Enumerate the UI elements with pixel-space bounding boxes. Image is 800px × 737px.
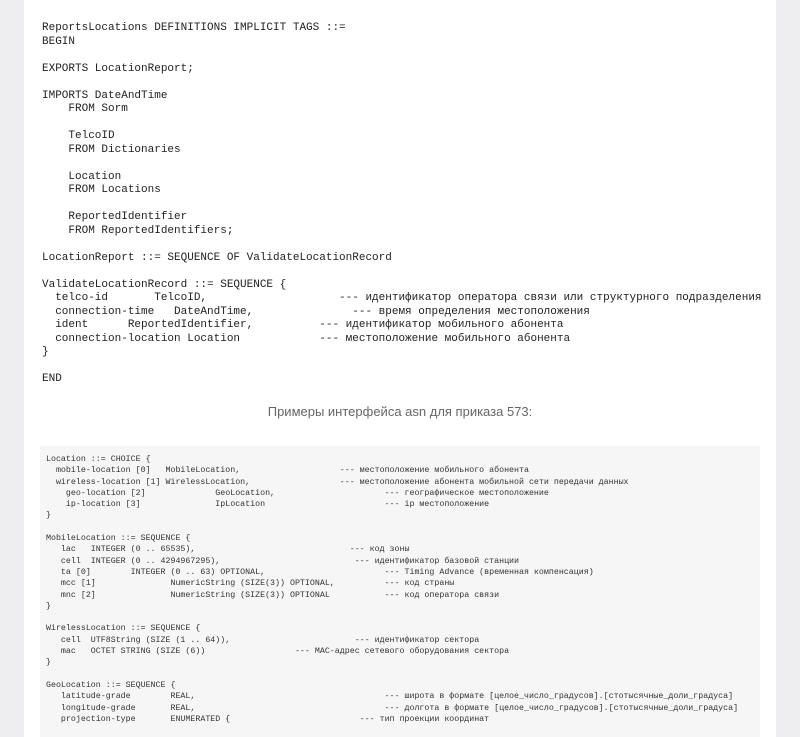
code-line: mobile-location [0] MobileLocation, --- местоположение мобильного абонента [46, 466, 529, 476]
examples-caption: Примеры интерфейса asn для приказа 573: [267, 404, 533, 419]
code-line: LocationReport ::= SEQUENCE OF ValidateLocationRecord [42, 251, 392, 264]
code-line [42, 49, 762, 63]
code-line: ip-location [3] IpLocation --- ip местоположение [46, 500, 490, 510]
code-line: } [42, 346, 49, 358]
code-line: ident ReportedIdentifier, --- идентификатор мобильного абонента [42, 319, 564, 331]
code-line [46, 612, 738, 623]
code-line [42, 238, 762, 252]
code-line: } [46, 511, 51, 521]
code-line: cell INTEGER (0 .. 4294967295), --- идентификатор базовой станции [46, 556, 519, 566]
asn-example-code-box [40, 446, 760, 737]
code-line: TelcoID [42, 130, 115, 142]
code-line: lac INTEGER (0 .. 65535), --- код зоны [46, 545, 410, 555]
code-line: GeoLocation ::= SEQUENCE { [46, 680, 176, 690]
code-line: BEGIN [42, 35, 76, 48]
asn-example-code-block [46, 454, 738, 725]
code-line: mac OCTET STRING (SIZE (6)) --- MAC-адрес сетевого оборудования сектора [46, 647, 510, 657]
code-line: WirelessLocation ::= SEQUENCE { [46, 624, 201, 634]
code-line: ValidateLocationRecord ::= SEQUENCE { [42, 278, 287, 291]
code-line: mcc [1] NumericString (SIZE(3)) OPTIONAL, --- код страны [46, 579, 455, 589]
code-line: ReportsLocations DEFINITIONS IMPLICIT TAGS ::= [42, 22, 346, 34]
code-line [42, 76, 762, 90]
code-line: connection-time DateAndTime, --- время определения местоположения [42, 305, 590, 318]
code-line: projection-type ENUMERATED { --- тип проекции координат [46, 714, 490, 724]
document-page [24, 0, 776, 737]
code-line: FROM ReportedIdentifiers; [42, 224, 234, 237]
code-line: } [46, 601, 51, 611]
code-line [42, 117, 762, 131]
code-line: latitude-grade REAL, --- широта в формате [целое_число_градусов].[стотысячные_доли_градуса] [46, 692, 734, 702]
code-line: longitude-grade REAL, --- долгота в формате [целое_число_градусов].[стотысячные_доли_градуса] [46, 703, 739, 713]
code-line: FROM Locations [42, 184, 161, 196]
code-line: cell UTF8String (SIZE (1 .. 64)), --- идентификатор сектора [46, 635, 480, 645]
code-line: geo-location [2] GeoLocation, --- географическое местоположение [46, 488, 549, 498]
code-line: } [46, 658, 51, 668]
code-line: ReportedIdentifier [42, 211, 188, 223]
code-line: mnc [2] NumericString (SIZE(3)) OPTIONAL --- код оператора связи [46, 590, 500, 600]
code-line: connection-location Location --- местоположение мобильного абонента [42, 332, 571, 345]
code-line [42, 360, 762, 374]
code-line [46, 669, 738, 680]
code-line: telco-id TelcoID, --- идентификатор оператора связи или структурного подразделения [42, 292, 762, 304]
code-line: Location [42, 170, 122, 183]
code-line [46, 522, 738, 533]
code-line: END [42, 373, 62, 385]
code-line: IMPORTS DateAndTime [42, 89, 168, 102]
asn-definition-code-block [42, 22, 762, 387]
code-line: FROM Sorm [42, 103, 128, 115]
code-line: wireless-location [1] WirelessLocation, --- местоположение абонента мобильной сети передачи данных [46, 477, 629, 487]
code-line [42, 198, 762, 212]
code-line: MobileLocation ::= SEQUENCE { [46, 534, 191, 544]
code-line: EXPORTS LocationReport; [42, 62, 194, 75]
code-line: FROM Dictionaries [42, 143, 181, 156]
code-line: Location ::= CHOICE { [46, 455, 151, 464]
code-line [42, 157, 762, 171]
code-line: ta [0] INTEGER (0 .. 63) OPTIONAL, --- Timing Advance (временная компенсация) [46, 567, 594, 577]
code-line [42, 265, 762, 279]
